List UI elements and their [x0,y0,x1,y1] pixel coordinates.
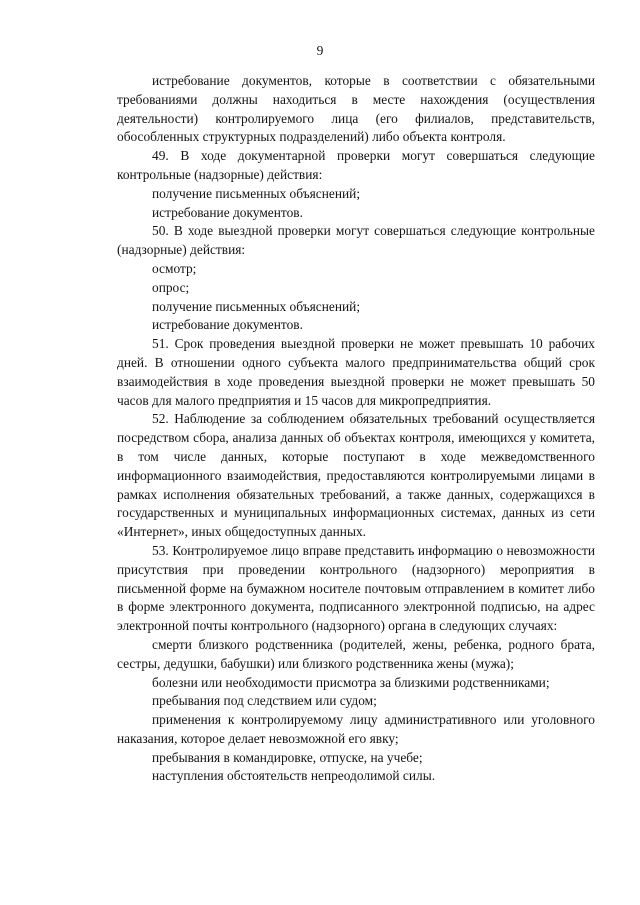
paragraph: истребование документов. [152,317,303,333]
document-body [117,72,595,786]
paragraph: наступления обстоятельств непреодолимой силы. [152,768,436,784]
paragraph: 49. В ходе документарной проверки могут совершаться следующие контрольные (надзорные) действия: [117,148,595,182]
paragraph: истребование документов, которые в соответствии с обязательными требованиями должны находиться в месте нахождения (осуществления деятельности) контролируемого лица (его филиалов, представительств, обособленных структурных подразделений) либо объекта контроля. [117,73,595,145]
paragraph: истребование документов. [152,204,303,220]
paragraph: 51. Срок проведения выездной проверки не может превышать 10 рабочих дней. В отношении одного субъекта малого предпринимательства общий срок взаимодействия в ходе проведения выездной проверки не может превышать 50 часов для малого предприятия и 15 часов для микропредприятия. [117,336,595,408]
paragraph: получение письменных объяснений; [152,298,361,314]
paragraph: болезни или необходимости присмотра за близкими родственниками; [152,674,550,690]
paragraph: опрос; [152,279,190,295]
paragraph: осмотр; [152,260,197,276]
paragraph: 53. Контролируемое лицо вправе представить информацию о невозможности присутствия при проведении контрольного (надзорного) мероприятия в письменной форме на бумажном носителе почтовым отправлением в комитет либо в форме электронного документа, подписанного электронной подписью, на адрес электронной почты контрольного (надзорного) органа в следующих случаях: [117,542,595,634]
page-number: 9 [316,43,324,58]
paragraph: получение письменных объяснений; [152,185,361,201]
paragraph: 50. В ходе выездной проверки могут совершаться следующие контрольные (надзорные) действия: [117,223,595,258]
paragraph: пребывания под следствием или судом; [152,693,377,709]
paragraph: смерти близкого родственника (родителей, жены, ребенка, родного брата, сестры, дедушки, бабушки) или близкого родственника жены (мужа); [117,636,595,671]
paragraph: 52. Наблюдение за соблюдением обязательных требований осуществляется посредством сбора, анализа данных об объектах контроля, имеющихся у комитета, в том числе данных, которые поступают в ходе межведомственного информационного взаимодействия, предоставляются контролируемыми лицами в рамках исполнения обязательных требований, а также данных, содержащихся в государственных и муниципальных информационных системах, данных из сети «Интернет», иных общедоступных данных. [117,411,595,540]
paragraph: пребывания в командировке, отпуске, на учебе; [152,749,423,765]
paragraph: применения к контролируемому лицу административного или уголовного наказания, которое делает невозможной его явку; [117,712,595,746]
